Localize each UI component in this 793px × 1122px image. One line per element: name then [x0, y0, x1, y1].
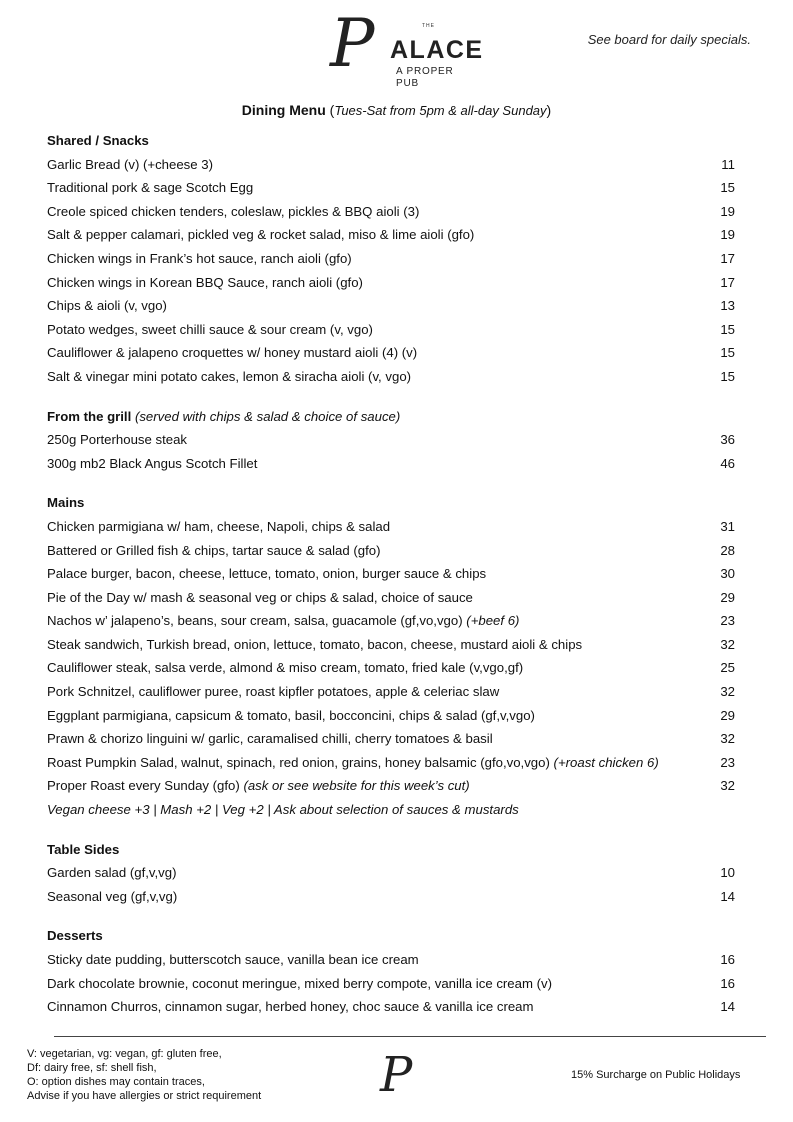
menu-item-price: 23: [720, 754, 735, 770]
menu-item-list: [47, 154, 735, 390]
menu-item: [47, 705, 735, 729]
footer-divider: [54, 1036, 766, 1037]
menu-item-price: 15: [720, 345, 735, 361]
menu-item-list: [47, 429, 735, 476]
menu-item-price: 11: [721, 156, 735, 172]
menu-item-name: Garlic Bread (v) (+cheese 3): [47, 156, 214, 172]
menu-item-price: 19: [720, 203, 735, 219]
menu-item-name: Traditional pork & sage Scotch Egg: [47, 180, 254, 196]
legend-line: O: option dishes may contain traces,: [27, 1076, 205, 1088]
menu-item-price: 31: [720, 518, 735, 534]
menu-item-price: 36: [720, 432, 735, 448]
menu-item: [47, 453, 735, 477]
menu-item-name: Pie of the Day w/ mash & seasonal veg or chips & salad, choice of sauce: [47, 589, 473, 605]
menu-item: [47, 775, 735, 799]
menu-item-price: 32: [720, 731, 735, 747]
section-desserts: [47, 925, 735, 1019]
footer-logo: P: [380, 1047, 413, 1103]
menu-item-price: 13: [720, 298, 735, 314]
menu-item-price: 10: [720, 865, 735, 881]
menu-item-name: Sticky date pudding, butterscotch sauce, vanilla bean ice cream: [47, 952, 419, 967]
menu-item-name: 250g Porterhouse steak: [47, 432, 188, 448]
menu-item: [47, 342, 735, 366]
menu-item-price: 16: [720, 952, 735, 967]
logo-tagline: A PROPER PUB: [396, 66, 454, 89]
menu-item-price: 14: [720, 888, 735, 904]
menu-item-price: 16: [720, 975, 735, 991]
menu-item-list: [47, 862, 735, 909]
menu-item-price: 14: [720, 999, 735, 1015]
menu-item-name: Palace burger, bacon, cheese, lettuce, tomato, onion, burger sauce & chips: [47, 566, 487, 582]
menu-item: [47, 429, 735, 453]
menu-item-price: 17: [720, 250, 735, 266]
menu-item-extra: (+beef 6): [466, 613, 520, 629]
menu-item-price: 30: [720, 566, 735, 582]
menu-item: [47, 366, 735, 390]
logo-the-text: THE: [422, 23, 435, 29]
menu-content: [47, 130, 735, 1036]
mains-extras-note: Vegan cheese +3 | Mash +2 | Veg +2 | Ask about selection of sauces & mustards: [47, 802, 519, 818]
menu-item-extra: (ask or see website for this week’s cut): [243, 778, 470, 794]
menu-item: [47, 657, 735, 681]
menu-item: [47, 973, 735, 997]
dietary-legend: [27, 1047, 261, 1103]
section-title: Mains: [47, 495, 85, 511]
menu-item-price: 17: [720, 274, 735, 290]
menu-item-price: 32: [720, 636, 735, 652]
section-sides: [47, 839, 735, 910]
menu-item: [47, 154, 735, 178]
menu-item: [47, 752, 735, 776]
legend-line: Df: dairy free, sf: shell fish,: [27, 1062, 157, 1074]
section-title: Desserts: [47, 928, 103, 944]
section-mains: [47, 492, 735, 822]
menu-item-name: Seasonal veg (gf,v,vg): [47, 888, 178, 904]
section-title: Shared / Snacks: [47, 133, 149, 148]
menu-item-name: Salt & pepper calamari, pickled veg & rocket salad, miso & lime aioli (gfo): [47, 227, 475, 243]
menu-item: [47, 201, 735, 225]
menu-item-price: 29: [720, 707, 735, 723]
menu-item-name: Cauliflower & jalapeno croquettes w/ honey mustard aioli (4) (v): [47, 345, 418, 361]
surcharge-note: 15% Surcharge on Public Holidays: [571, 1069, 741, 1081]
menu-item-name: Eggplant parmigiana, capsicum & tomato, basil, bocconcini, chips & salad (gf,v,vgo): [47, 707, 535, 723]
menu-item-name: Chicken wings in Korean BBQ Sauce, ranch aioli (gfo): [47, 274, 363, 290]
menu-item-price: 32: [720, 778, 735, 794]
menu-item-name: Battered or Grilled fish & chips, tartar sauce & salad (gfo): [47, 542, 381, 558]
menu-item-name: 300g mb2 Black Angus Scotch Fillet: [47, 455, 258, 471]
section-shared: [47, 130, 735, 390]
menu-item: [47, 681, 735, 705]
menu-item: [47, 224, 735, 248]
menu-item-name: Chips & aioli (v, vgo): [47, 298, 167, 314]
legend-line: Advise if you have allergies or strict requirement: [27, 1090, 262, 1102]
menu-heading: [0, 101, 793, 120]
menu-item: [47, 540, 735, 564]
menu-item-list: [47, 516, 735, 799]
menu-item-name: Proper Roast every Sunday (gfo) (ask or see website for this week’s cut): [47, 778, 470, 794]
menu-item: [47, 862, 735, 886]
menu-item: [47, 587, 735, 611]
logo-name-text: ALACE: [390, 36, 484, 64]
section-grill: [47, 406, 735, 477]
menu-item-price: 25: [720, 660, 735, 676]
menu-item-name: Roast Pumpkin Salad, walnut, spinach, red onion, grains, honey balsamic (gfo,vo,vgo) (+roast chicken 6): [47, 754, 659, 770]
logo-script-letter: P: [330, 5, 375, 82]
menu-item-price: 23: [720, 613, 735, 629]
menu-title: Dining Menu: [241, 102, 326, 118]
menu-item-name: Garden salad (gf,v,vg): [47, 865, 177, 881]
menu-item: [47, 996, 735, 1020]
menu-item-name: Nachos w’ jalapeno’s, beans, sour cream, salsa, guacamole (gf,vo,vgo) (+beef 6): [47, 613, 520, 629]
menu-item-name: Cauliflower steak, salsa verde, almond & miso cream, tomato, fried kale (v,vgo,gf): [47, 660, 524, 676]
menu-item-name: Potato wedges, sweet chilli sauce & sour cream (v, vgo): [47, 321, 373, 337]
menu-item-name: Chicken parmigiana w/ ham, cheese, Napoli, chips & salad: [47, 518, 391, 534]
menu-item-name: Chicken wings in Frank’s hot sauce, ranch aioli (gfo): [47, 250, 352, 266]
menu-item-name: Salt & vinegar mini potato cakes, lemon & siracha aioli (v, vgo): [47, 368, 412, 384]
menu-item-extra: (+roast chicken 6): [553, 754, 659, 770]
menu-item-price: 32: [720, 684, 735, 700]
section-subtitle: (served with chips & salad & choice of sauce): [134, 408, 401, 424]
menu-item-price: 28: [720, 542, 735, 558]
section-title: Table Sides: [47, 841, 120, 857]
menu-item-price: 15: [720, 180, 735, 196]
menu-item-name: Dark chocolate brownie, coconut meringue, mixed berry compote, vanilla ice cream (v): [47, 975, 553, 991]
menu-item-price: 46: [720, 455, 735, 471]
menu-item: [47, 634, 735, 658]
menu-item: [47, 295, 735, 319]
menu-item-price: 15: [720, 321, 735, 337]
daily-specials-note: See board for daily specials.: [587, 32, 751, 47]
menu-item: [47, 248, 735, 272]
menu-item: [47, 886, 735, 910]
legend-line: V: vegetarian, vg: vegan, gf: gluten free,: [27, 1048, 222, 1060]
menu-item: [47, 728, 735, 752]
menu-item-name: Cinnamon Churros, cinnamon sugar, herbed honey, choc sauce & vanilla ice cream: [47, 999, 534, 1015]
menu-item-name: Creole spiced chicken tenders, coleslaw, pickles & BBQ aioli (3): [47, 203, 420, 219]
menu-item: [47, 563, 735, 587]
menu-item-name: Pork Schnitzel, cauliflower puree, roast kipfler potatoes, apple & celeriac slaw: [47, 684, 500, 700]
menu-item-price: 15: [720, 368, 735, 384]
menu-hours: (Tues-Sat from 5pm & all-day Sunday): [329, 102, 552, 118]
menu-item: [47, 610, 735, 634]
menu-item: [47, 949, 735, 973]
menu-item-price: 29: [720, 589, 735, 605]
menu-item: [47, 272, 735, 296]
menu-item-list: [47, 949, 735, 1020]
menu-item: [47, 319, 735, 343]
menu-item: [47, 516, 735, 540]
menu-item: [47, 177, 735, 201]
section-title: From the grill (served with chips & salad & choice of sauce): [47, 408, 401, 424]
menu-item-name: Steak sandwich, Turkish bread, onion, lettuce, tomato, bacon, cheese, mustard aioli & chips: [47, 636, 583, 652]
menu-item-price: 19: [720, 227, 735, 243]
menu-item-name: Prawn & chorizo linguini w/ garlic, caramalised chilli, cherry tomatoes & basil: [47, 731, 493, 747]
palace-logo: [330, 5, 484, 89]
